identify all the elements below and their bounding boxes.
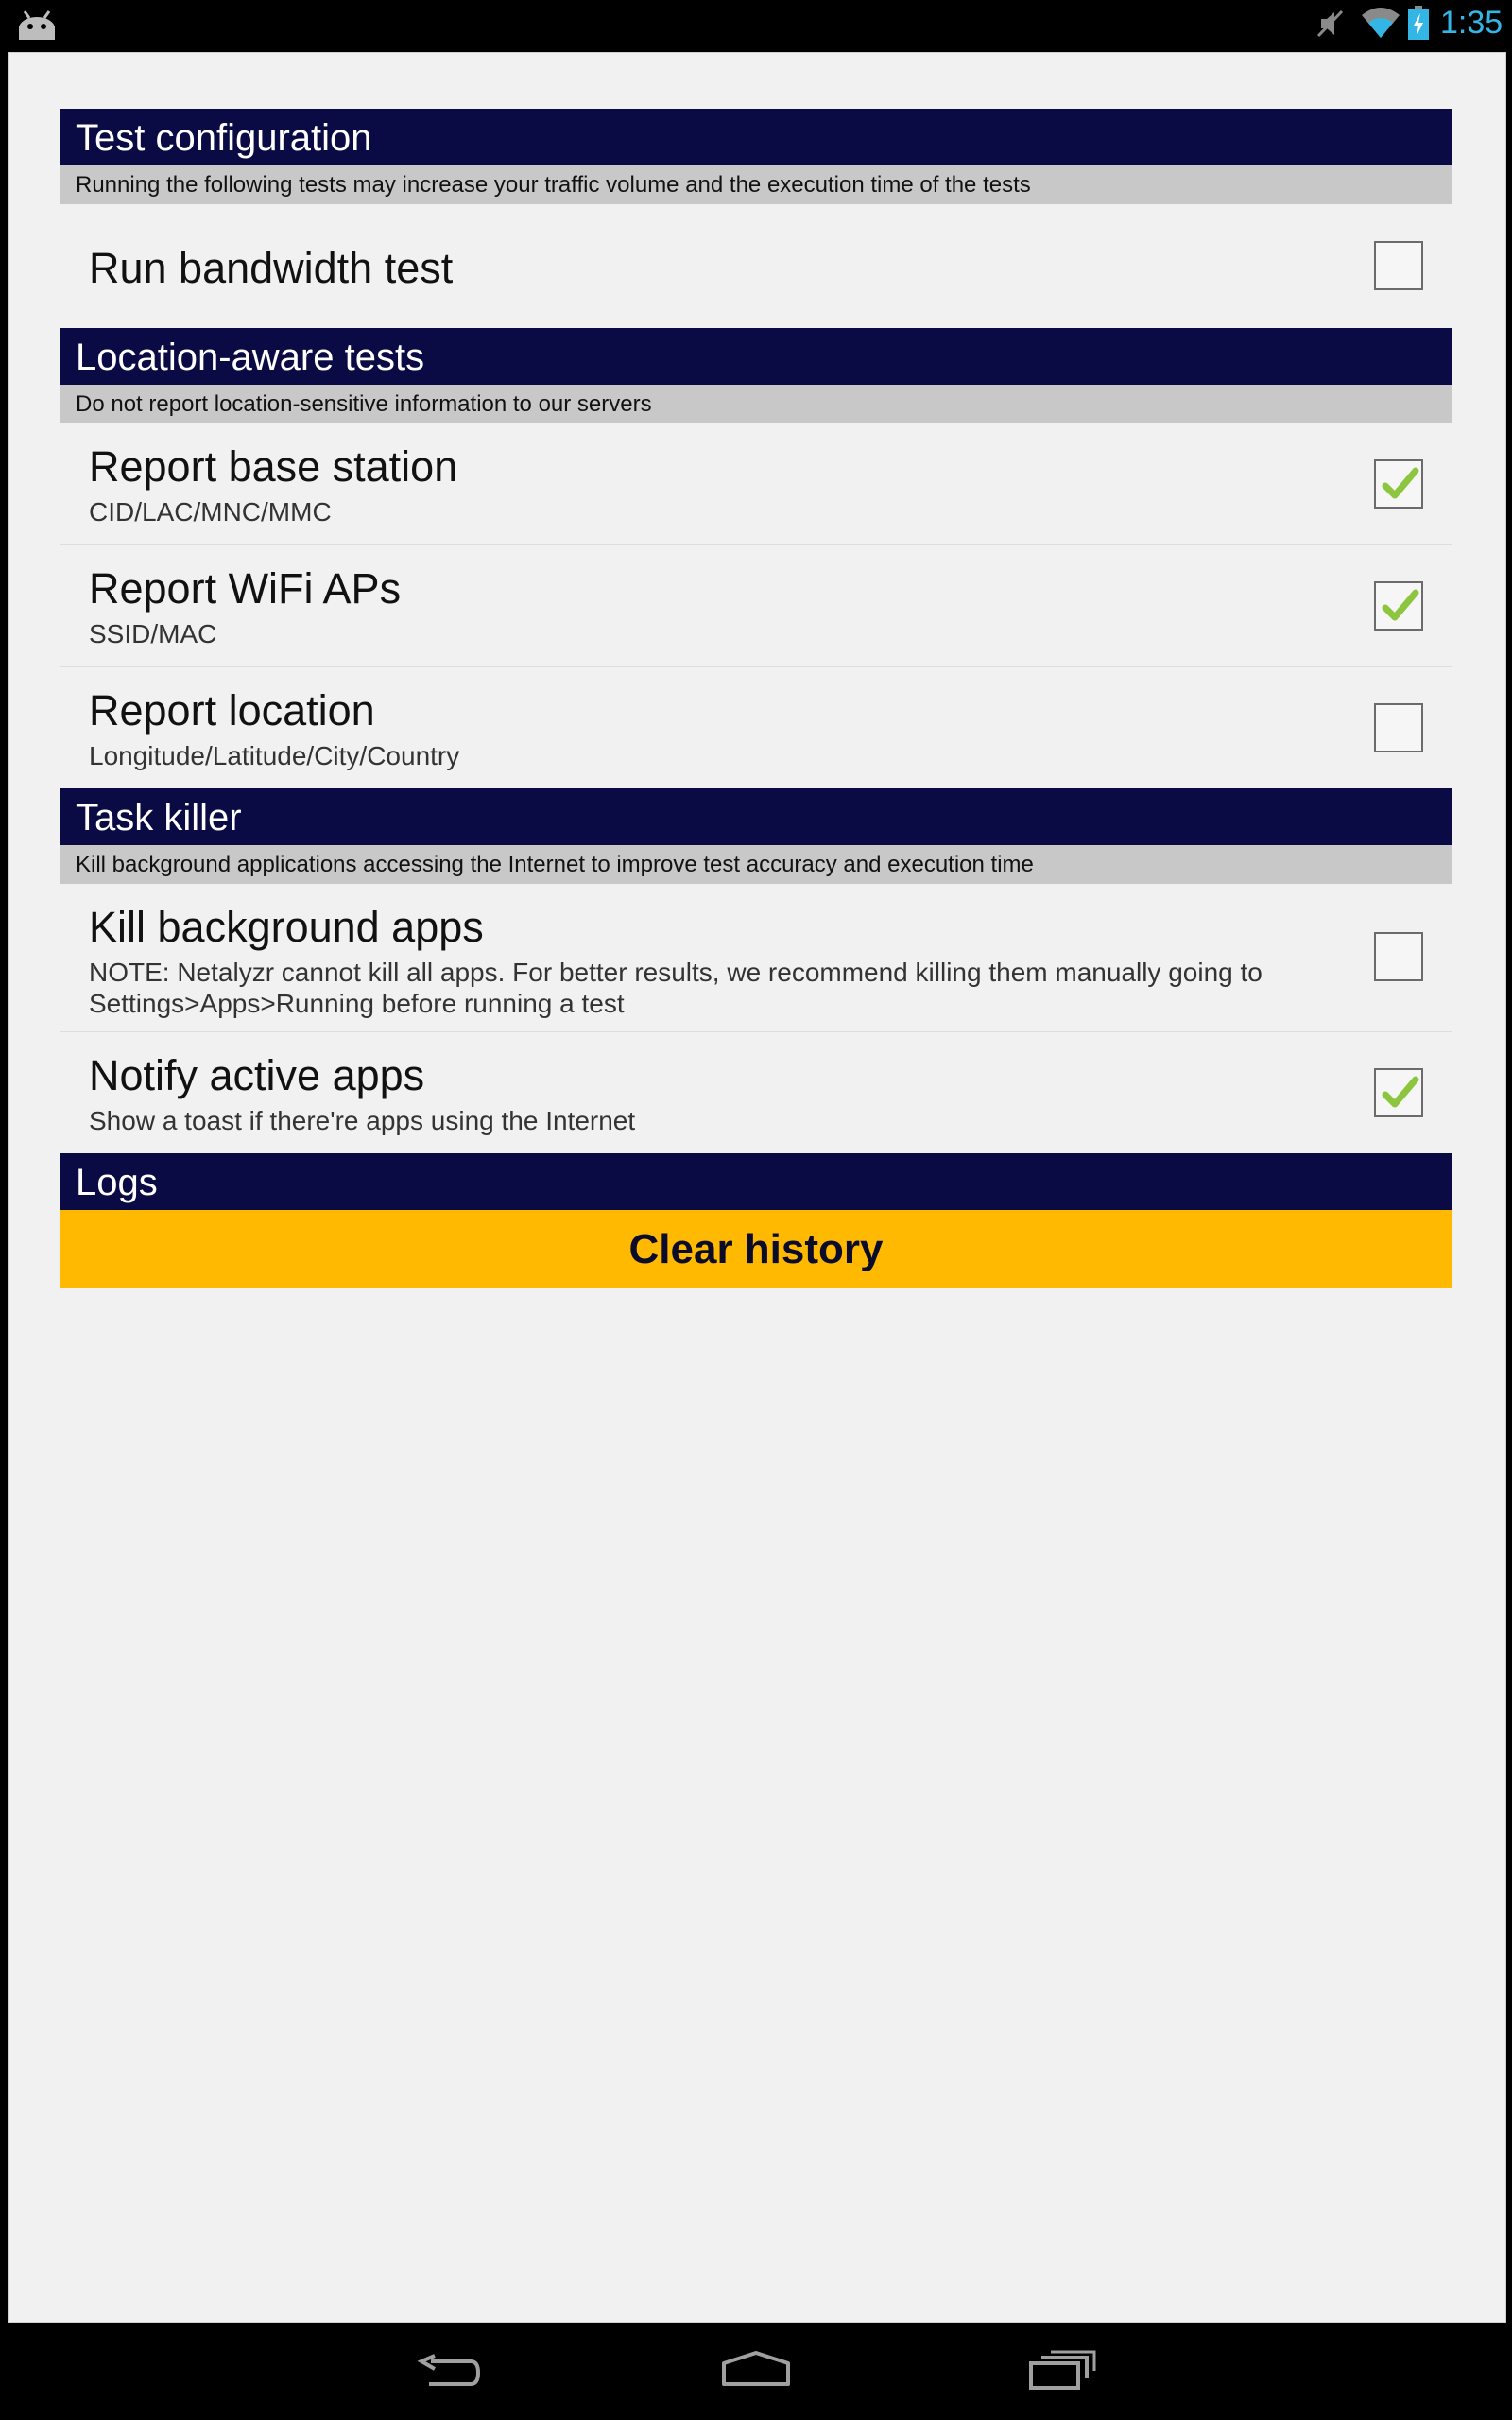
pref-report-wifi-aps[interactable] — [60, 545, 1452, 667]
home-icon[interactable] — [720, 2350, 792, 2388]
section-header-test-configuration: Test configuration — [60, 109, 1452, 165]
section-header-task-killer: Task killer — [60, 788, 1452, 845]
checkbox-run-bandwidth-test[interactable] — [1374, 241, 1423, 290]
pref-summary: Show a toast if there're apps using the Internet — [89, 1106, 636, 1135]
checkbox-report-base-station[interactable] — [1374, 459, 1423, 509]
section-subtitle-task-killer: Kill background applications accessing the Internet to improve test accuracy and execution time — [60, 845, 1452, 884]
pref-title: Notify active apps — [89, 1051, 425, 1099]
checkmark-icon — [1378, 1070, 1423, 1114]
recent-apps-icon[interactable] — [1028, 2348, 1096, 2390]
pref-notify-active-apps[interactable] — [60, 1032, 1452, 1153]
pref-title: Report location — [89, 686, 375, 735]
pref-report-location[interactable] — [60, 667, 1452, 788]
section-header-location-aware-tests: Location-aware tests — [60, 328, 1452, 385]
pref-run-bandwidth-test[interactable] — [60, 204, 1452, 328]
pref-summary: SSID/MAC — [89, 619, 217, 648]
pref-kill-background-apps[interactable] — [60, 884, 1452, 1032]
checkmark-icon — [1378, 461, 1423, 505]
section-subtitle-location-aware-tests: Do not report location-sensitive information to our servers — [60, 385, 1452, 424]
back-icon[interactable] — [416, 2354, 482, 2392]
pref-report-base-station[interactable] — [60, 424, 1452, 545]
section-header-logs: Logs — [60, 1153, 1452, 1210]
settings-panel — [8, 52, 1506, 2323]
pref-summary: CID/LAC/MNC/MMC — [89, 497, 332, 527]
android-debug-icon — [17, 8, 57, 40]
wifi-icon — [1361, 6, 1400, 40]
settings-list — [60, 109, 1452, 1288]
pref-title: Kill background apps — [89, 903, 484, 951]
pref-title: Report base station — [89, 442, 458, 491]
status-bar — [0, 0, 1512, 47]
checkbox-report-wifi-aps[interactable] — [1374, 581, 1423, 631]
navigation-bar — [0, 2327, 1512, 2420]
section-subtitle-test-configuration: Running the following tests may increase your traffic volume and the execution time of the tests — [60, 165, 1452, 204]
pref-summary: NOTE: Netalyzr cannot kill all apps. For better results, we recommend killing them manually going to Settings>Apps>Running before running a test — [89, 958, 1263, 1018]
battery-charging-icon — [1408, 6, 1429, 40]
clear-history-button[interactable]: Clear history — [60, 1210, 1452, 1288]
checkbox-report-location[interactable] — [1374, 703, 1423, 752]
pref-title: Report WiFi APs — [89, 564, 402, 613]
checkbox-kill-background-apps[interactable] — [1374, 932, 1423, 981]
status-clock: 1:35 — [1440, 5, 1503, 41]
pref-summary: Longitude/Latitude/City/Country — [89, 741, 460, 770]
checkmark-icon — [1378, 583, 1423, 627]
checkbox-notify-active-apps[interactable] — [1374, 1068, 1423, 1117]
pref-title: Run bandwidth test — [89, 244, 454, 292]
muted-icon — [1314, 8, 1346, 40]
